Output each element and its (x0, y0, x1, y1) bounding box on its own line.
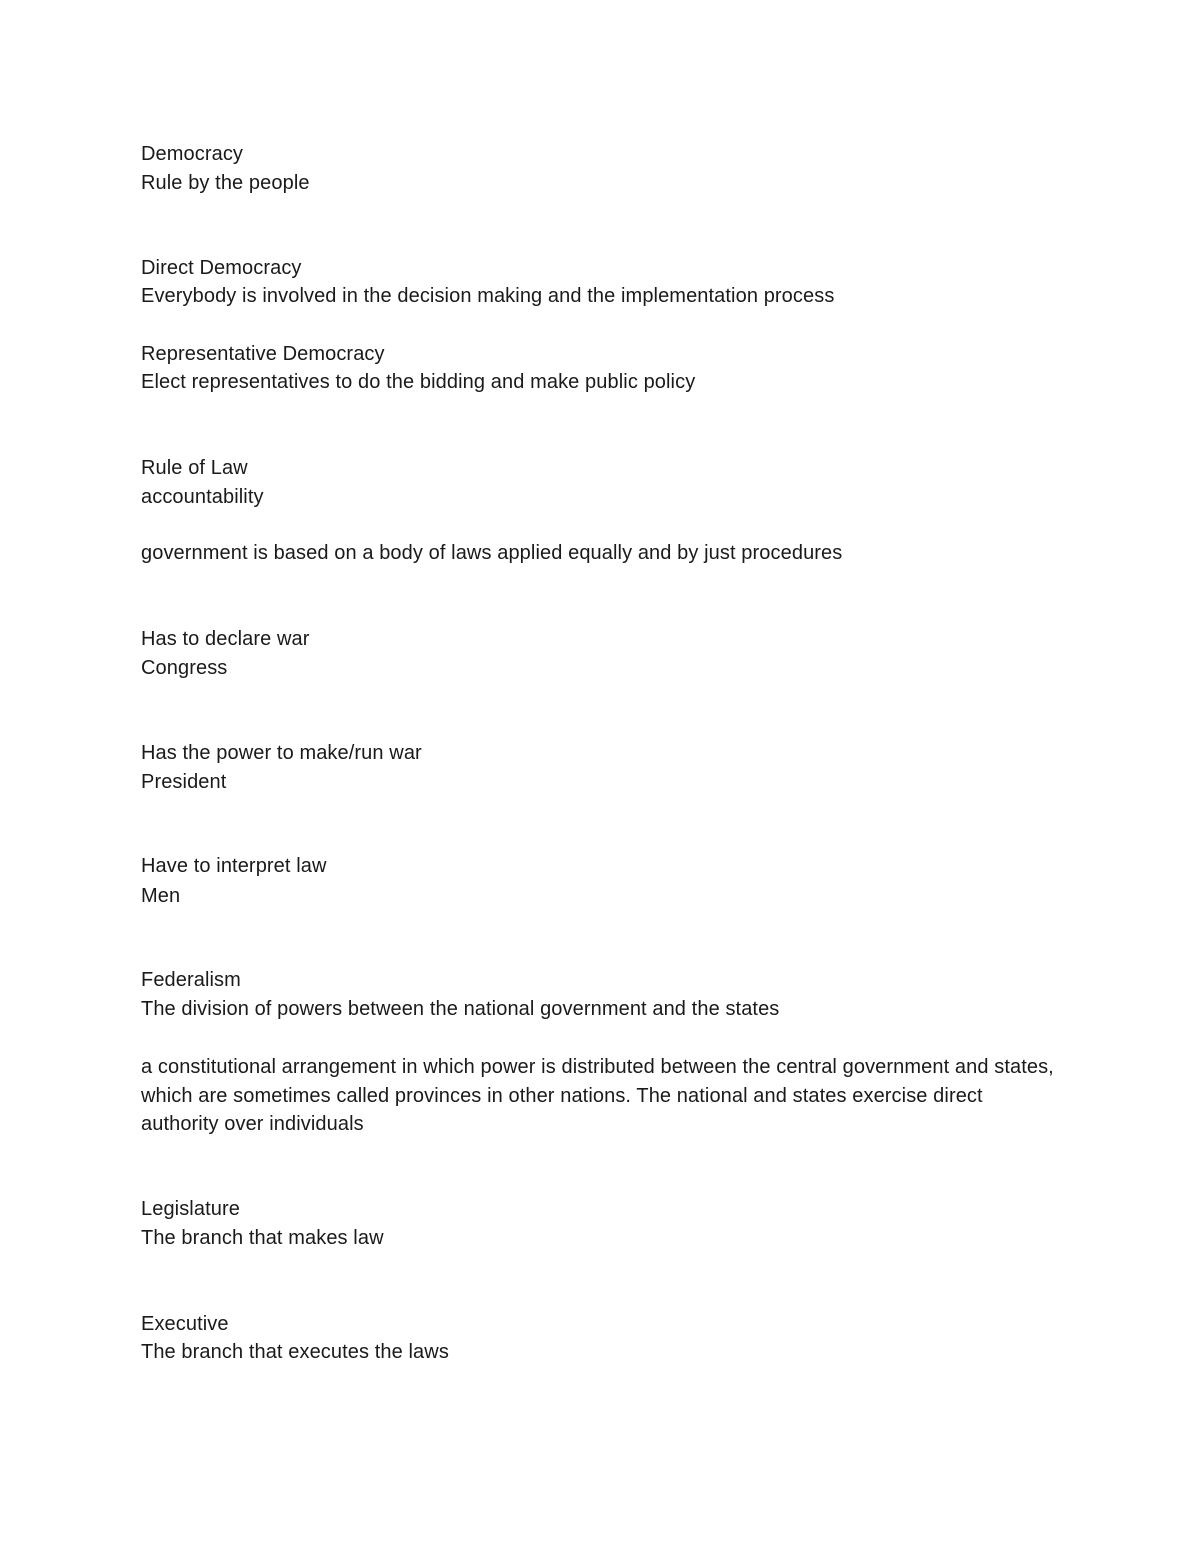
term-direct-democracy: Direct Democracy (141, 257, 302, 279)
term-declare-war: Has to declare war (141, 628, 310, 650)
answer-president: President (141, 771, 227, 793)
definition-legislature: The branch that makes law (141, 1227, 384, 1249)
definition-democracy: Rule by the people (141, 172, 310, 194)
term-executive: Executive (141, 1313, 229, 1335)
term-power-to-run-war: Has the power to make/run war (141, 742, 422, 764)
definition-rule-of-law-extended: government is based on a body of laws applied equally and by just procedures (141, 542, 843, 564)
answer-congress: Congress (141, 657, 228, 679)
definition-federalism-extended: a constitutional arrangement in which power is distributed between the central government and states, which are sometimes called provinces in other nations. The national and states exercise direct authority over individuals (141, 1056, 1054, 1135)
term-federalism: Federalism (141, 969, 241, 991)
answer-men: Men (141, 885, 181, 907)
term-legislature: Legislature (141, 1198, 240, 1220)
definition-executive: The branch that executes the laws (141, 1341, 449, 1363)
term-democracy: Democracy (141, 143, 244, 165)
term-interpret-law: Have to interpret law (141, 855, 327, 877)
definition-rule-of-law: accountability (141, 486, 264, 508)
definition-federalism: The division of powers between the national government and the states (141, 998, 780, 1020)
definition-representative-democracy: Elect representatives to do the bidding and make public policy (141, 371, 696, 393)
term-rule-of-law: Rule of Law (141, 457, 248, 479)
term-representative-democracy: Representative Democracy (141, 343, 385, 365)
definition-direct-democracy: Everybody is involved in the decision making and the implementation process (141, 285, 835, 307)
